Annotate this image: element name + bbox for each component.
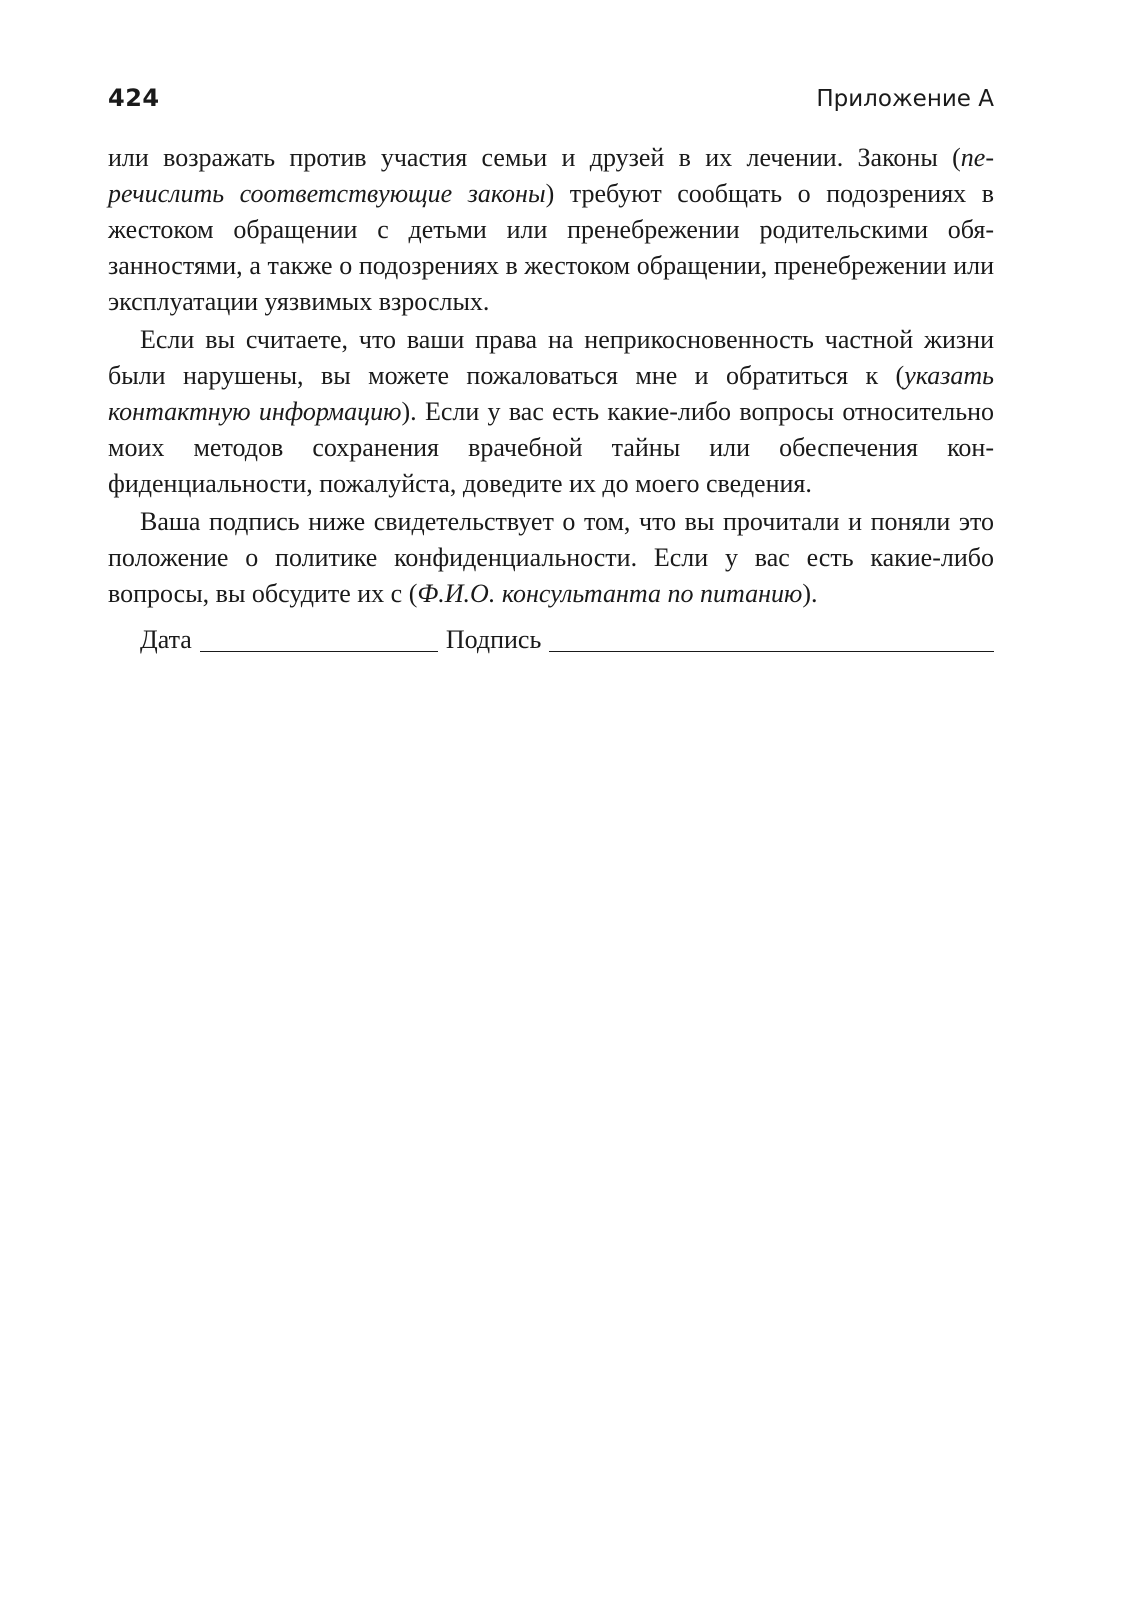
date-label: Дата bbox=[140, 625, 192, 654]
paragraph-text: ). Если у вас есть какие-либо вопросы относительно моих методов сохранения врачебной тайны или обеспечения конфиденциальности, пожалуйста, доведите их до моего сведения. bbox=[108, 397, 994, 498]
paragraph-signature-acknowledgement bbox=[108, 504, 994, 612]
paragraph-privacy-complaint bbox=[108, 322, 994, 502]
body-text bbox=[108, 140, 994, 612]
paragraph-text: ) требуют сообщать о подозрениях в жестоком обращении с детьми или пренебрежении родительскими обязанностями, а также о подозрениях в жестоком обращении, пренебрежении или эксплуатации уязвимых взрослых. bbox=[108, 179, 995, 316]
signature-line bbox=[140, 618, 994, 658]
paragraph-consent-disclosure bbox=[108, 140, 994, 320]
page-header bbox=[108, 84, 994, 118]
running-head: Приложение А bbox=[816, 86, 994, 112]
placeholder-consultant-name: Ф.И.О. консультанта по питанию bbox=[417, 579, 803, 608]
paragraph-text: или возражать против участия семьи и друзей в их лечении. Законы ( bbox=[108, 143, 961, 172]
page-number: 424 bbox=[108, 84, 160, 112]
placeholder-contact-info: указать контактную информацию bbox=[108, 361, 994, 426]
signature-blank-field[interactable] bbox=[549, 623, 994, 652]
date-blank-field[interactable] bbox=[200, 623, 438, 652]
paragraph-text: ). bbox=[802, 579, 818, 608]
placeholder-laws: перечислить соответствующие законы bbox=[108, 143, 994, 208]
paragraph-text: Если вы считаете, что ваши права на неприкосновенность частной жизни были нарушены, вы можете пожаловаться мне и обратиться к ( bbox=[108, 325, 994, 390]
signature-label: Подпись bbox=[445, 625, 542, 654]
paragraph-text: Ваша подпись ниже свидетельствует о том, что вы прочитали и поняли это положение о политике конфиденциальности. Если у вас есть какие-либо вопросы, вы обсудите их с ( bbox=[108, 507, 994, 608]
